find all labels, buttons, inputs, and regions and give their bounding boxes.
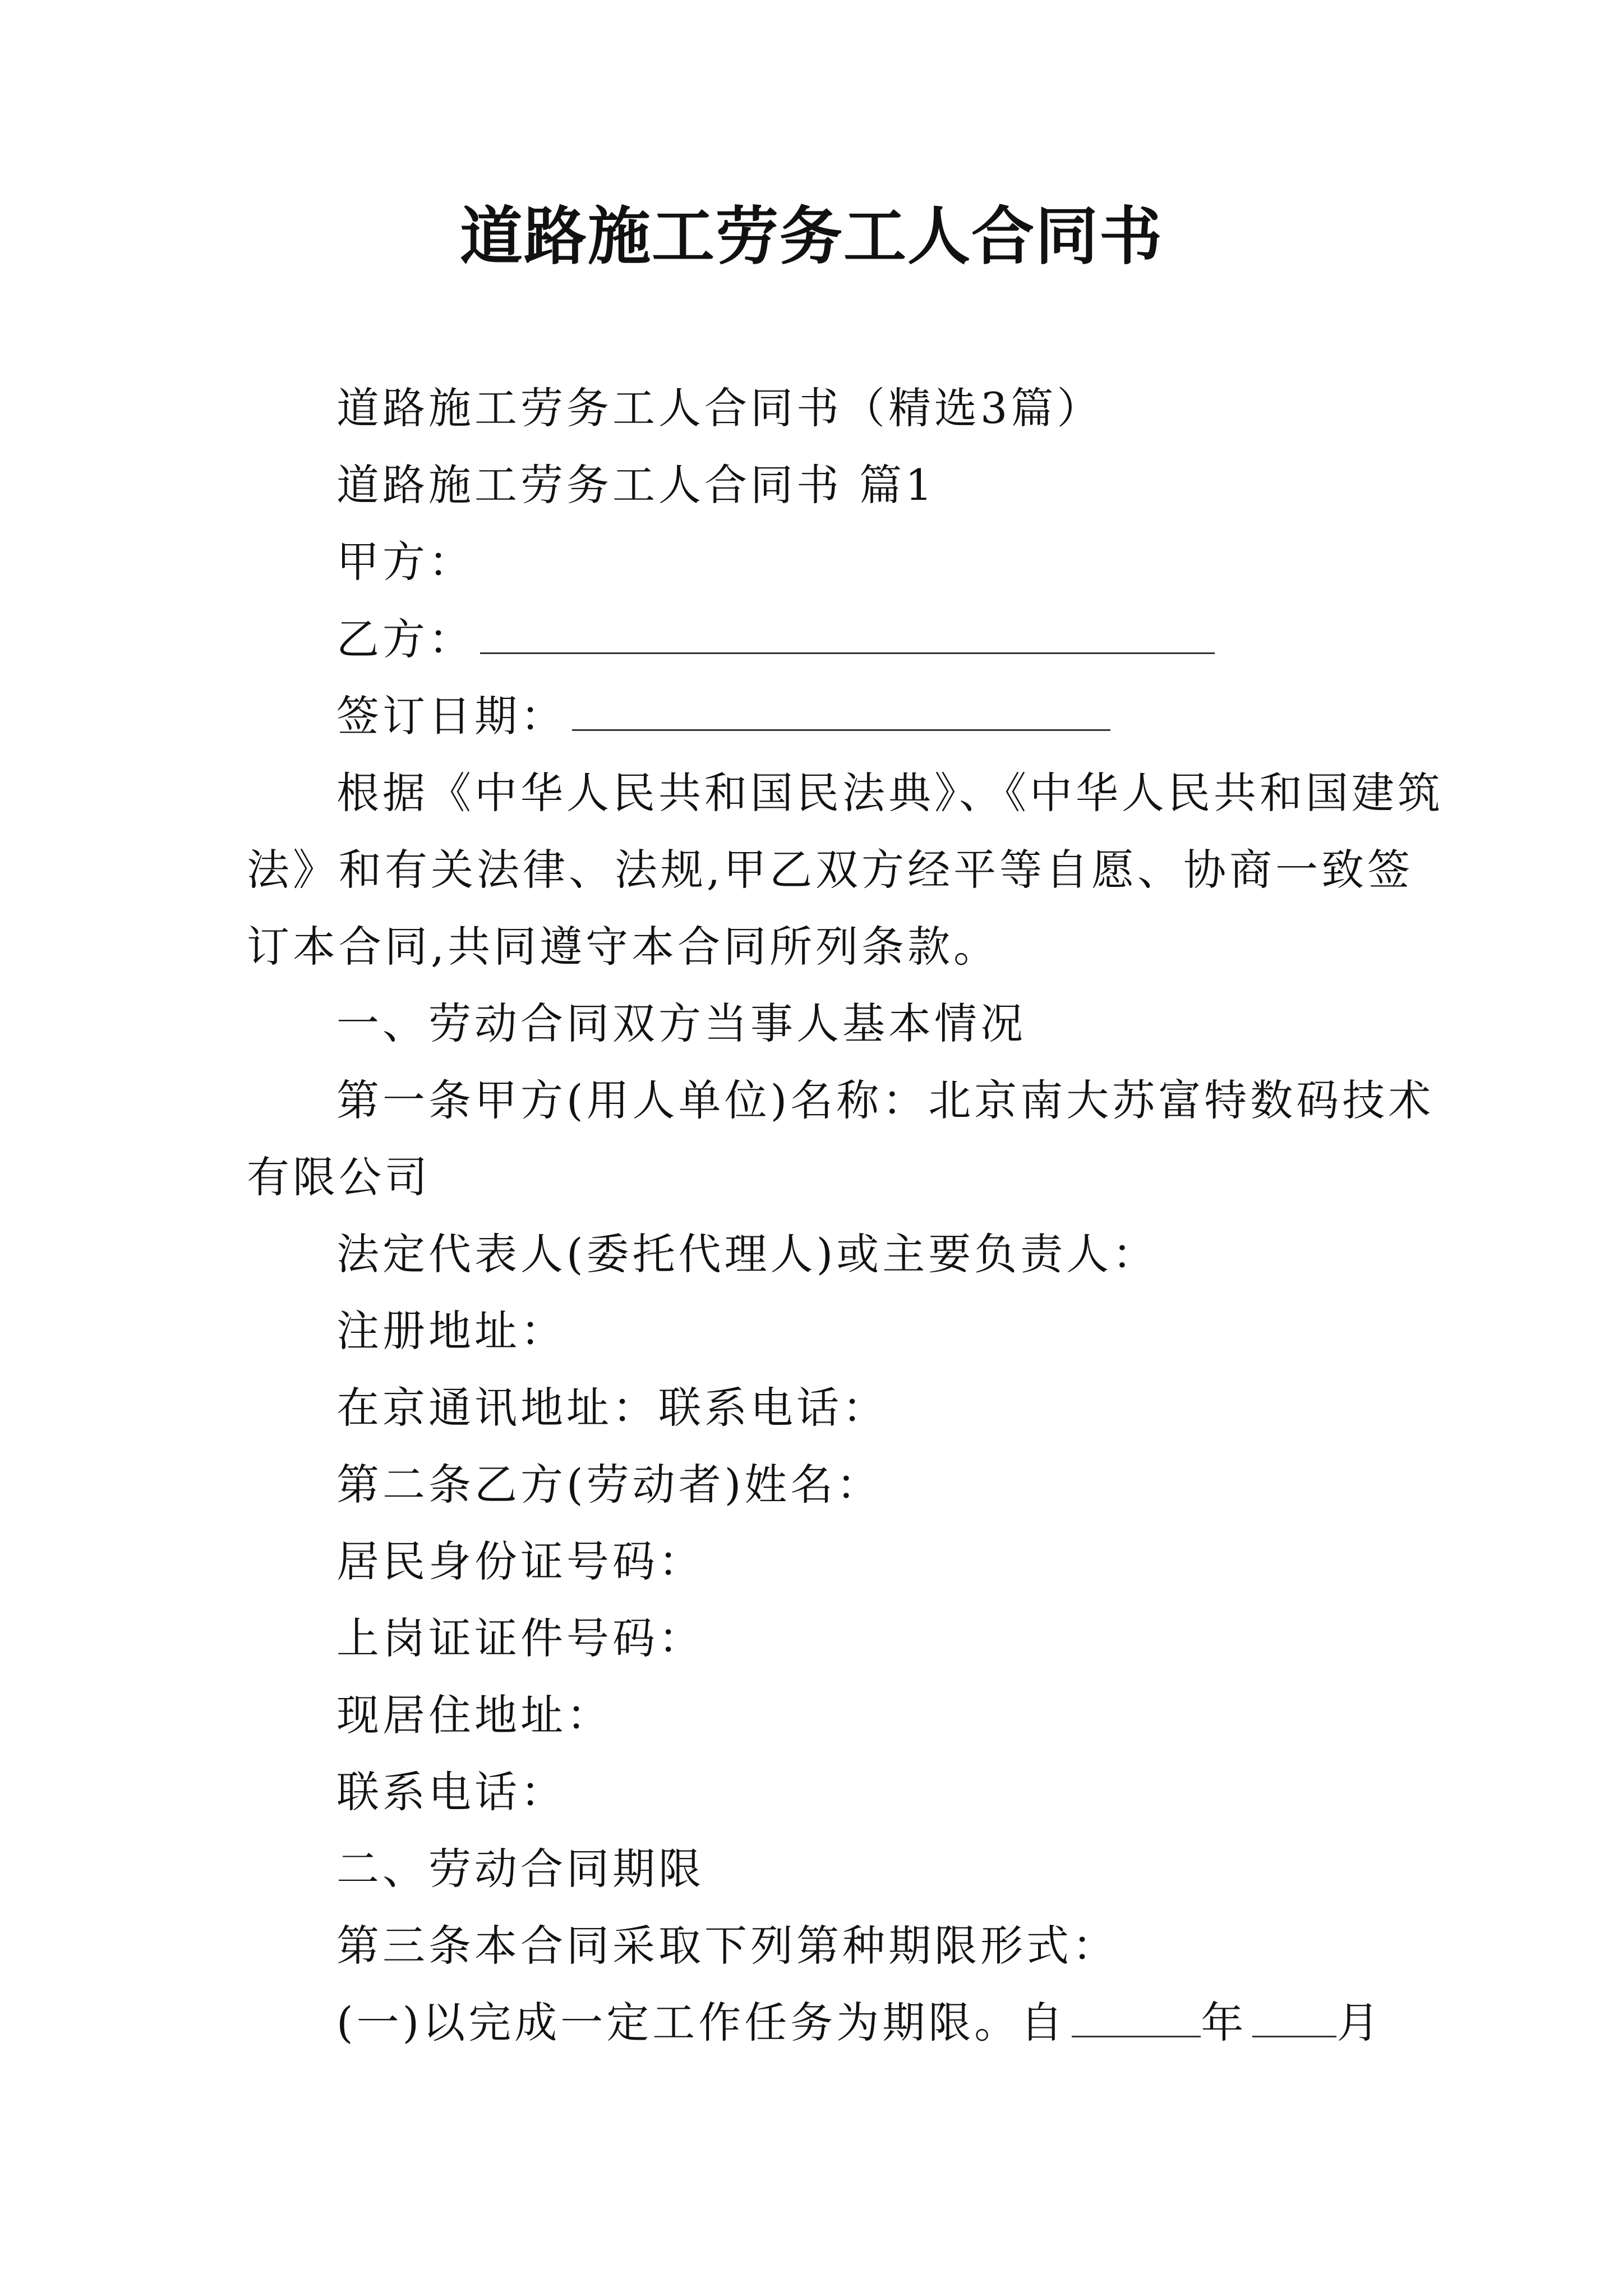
party-b-label: 乙方：	[336, 614, 474, 664]
field-line: 在京通讯地址：联系电话：	[336, 1383, 888, 1433]
term-text: (一)以完成一定工作任务为期限。自	[336, 1998, 1067, 2047]
clause-line: 有限公司	[247, 1152, 431, 1202]
section-heading: 一、劳动合同双方当事人基本情况	[336, 999, 1026, 1048]
field-line: 上岗证证件号码：	[336, 1613, 704, 1663]
field-line: 第二条乙方(劳动者)姓名：	[336, 1460, 883, 1510]
field-line: 现居住地址：	[336, 1690, 612, 1740]
month-blank	[1252, 2002, 1336, 2037]
party-b-blank	[480, 619, 1215, 654]
field-line: 联系电话：	[336, 1767, 566, 1817]
year-blank	[1072, 2002, 1201, 2037]
field-line: 注册地址：	[336, 1306, 566, 1356]
party-b-row	[336, 611, 1215, 668]
paragraph-line: 法》和有关法律、法规,甲乙双方经平等自愿、协商一致签	[247, 845, 1414, 895]
paragraph-line: 根据《中华人民共和国民法典》、《中华人民共和国建筑	[336, 768, 1444, 818]
field-line: 居民身份证号码：	[336, 1536, 704, 1586]
field-line: 法定代表人(委托代理人)或主要负责人：	[336, 1229, 1159, 1279]
sign-date-row	[336, 688, 1110, 744]
month-label: 月	[1336, 1998, 1383, 2047]
term-line	[336, 1995, 1382, 2051]
document-title: 道路施工劳务工人合同书	[460, 200, 1163, 273]
clause-line: 第三条本合同采取下列第种期限形式：	[336, 1921, 1118, 1971]
party-a-label: 甲方：	[336, 537, 474, 587]
section-heading-1: 道路施工劳务工人合同书 篇1	[336, 460, 936, 510]
sign-date-label: 签订日期：	[336, 691, 566, 741]
subtitle-line: 道路施工劳务工人合同书（精选3篇）	[336, 383, 1103, 433]
section-heading: 二、劳动合同期限	[336, 1844, 704, 1894]
paragraph-line: 订本合同,共同遵守本合同所列条款。	[247, 922, 1000, 972]
sign-date-blank	[572, 696, 1110, 731]
year-label: 年	[1201, 1998, 1247, 2047]
clause-line: 第一条甲方(用人单位)名称：北京南大苏富特数码技术	[336, 1075, 1435, 1125]
